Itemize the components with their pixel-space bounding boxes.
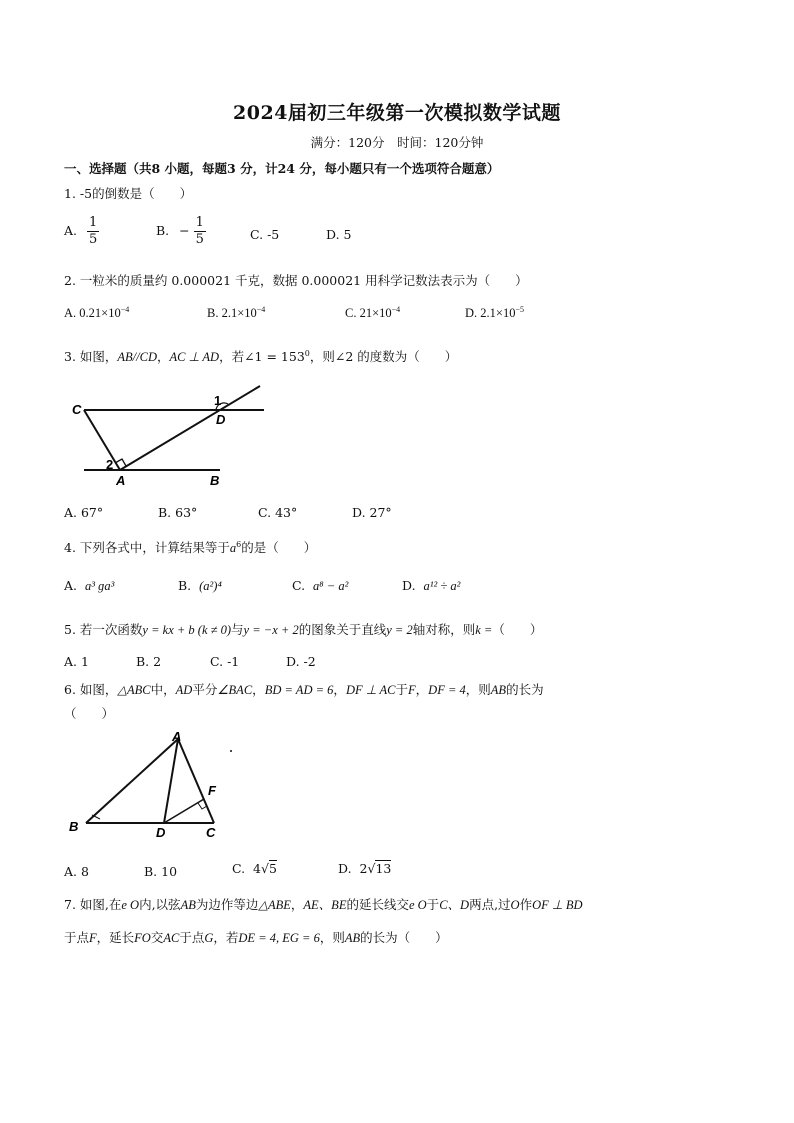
segment-ac: [178, 739, 214, 823]
math: DF = 4: [428, 683, 466, 697]
segment-ac: [84, 410, 120, 470]
math: F: [408, 683, 416, 697]
denominator: 5: [195, 232, 204, 247]
question-2-stem: 2. 一粒米的质量约 0.000021 千克，数据 0.000021 用科学记数法表示为（ ）: [64, 273, 528, 288]
label-d: D: [216, 412, 226, 427]
math: e O: [408, 898, 427, 912]
option-label: B.: [178, 578, 192, 593]
question-6-option-b: B. 10: [144, 864, 178, 879]
math: FO: [134, 931, 151, 945]
question-6-option-c: [232, 861, 277, 876]
sqrt-icon: √: [367, 861, 376, 876]
question-2-option-d: [465, 305, 524, 321]
text: 于点: [64, 930, 90, 945]
question-2-option-b: [207, 305, 265, 321]
exponent: −5: [515, 305, 524, 314]
question-4-option-d: [402, 578, 460, 594]
question-3-option-d: D. 27°: [352, 505, 392, 520]
option-label: A.: [64, 223, 78, 238]
exponent: −4: [256, 305, 266, 314]
text: 与: [231, 622, 244, 637]
math: △ABC: [117, 683, 151, 697]
question-2-option-c: [345, 305, 400, 321]
math: k =: [475, 623, 493, 637]
question-6-answer-paren: （ ）: [64, 706, 115, 721]
math: AE、BE: [303, 898, 347, 912]
math: DF ⊥ AC: [345, 683, 396, 697]
option-label: D.: [402, 578, 416, 593]
label-b: B: [210, 473, 220, 488]
math: ∠BAC: [217, 683, 253, 697]
numerator: 1: [195, 215, 204, 230]
question-2-option-a: [64, 305, 129, 321]
question-6-option-d: [338, 861, 391, 876]
text: 轴对称，则: [412, 622, 476, 637]
math: DE = 4, EG = 6: [238, 931, 320, 945]
section-heading: 一、选择题（共8 小题，每题3 分，计24 分，每小题只有一个选项符合题意）: [64, 161, 500, 176]
label-a: A: [172, 729, 182, 744]
math: F: [89, 931, 97, 945]
math: (a²)⁴: [199, 579, 222, 593]
text: 于: [395, 682, 409, 697]
math: C、D: [439, 898, 470, 912]
radicand: 5: [268, 861, 277, 876]
label-angle-2: 2: [106, 457, 114, 472]
math: AB//CD: [117, 350, 157, 364]
text: 的图象关于直线: [298, 622, 387, 637]
coefficient: 4: [253, 861, 261, 876]
label-f: F: [208, 783, 216, 798]
math: BD = AD = 6: [264, 683, 334, 697]
math: AB: [490, 683, 507, 697]
math: AB: [344, 931, 361, 945]
question-1-option-c: C. -5: [250, 227, 280, 242]
text: 的是（ ）: [241, 540, 317, 555]
text: 7. 如图,在: [64, 897, 122, 912]
question-1-option-b: [156, 215, 206, 248]
math: AC: [163, 931, 180, 945]
question-5-stem: [64, 620, 542, 638]
question-5-option-b: B. 2: [136, 654, 162, 669]
option-label: C.: [232, 861, 246, 876]
coefficient: 2: [359, 861, 368, 876]
question-5-option-a: A. 1: [64, 654, 89, 669]
numerator: 1: [89, 215, 98, 230]
question-4-option-a: [64, 578, 114, 594]
radicand: 13: [375, 861, 392, 876]
minus-sign: −: [179, 223, 190, 238]
exponent: −4: [120, 305, 130, 314]
sqrt-icon: √: [261, 861, 269, 876]
math: a¹² ÷ a²: [423, 579, 461, 593]
fraction: [87, 215, 99, 248]
text: ，则: [319, 930, 345, 945]
text: 3. 如图，: [64, 349, 118, 364]
text: ，: [415, 682, 429, 697]
option-label: A.: [64, 578, 78, 593]
question-4-option-b: [178, 578, 222, 594]
math: a³ ɡa³: [84, 579, 115, 593]
text: ，: [157, 349, 170, 364]
text: 的长为（ ）: [360, 930, 448, 945]
question-1-option-a: [64, 215, 99, 248]
text: 于: [426, 897, 440, 912]
option-label: B.: [156, 223, 170, 238]
option-text: B. 2.1×10: [207, 306, 257, 321]
math: y = −x + 2: [243, 623, 299, 637]
text: 内,以弦: [139, 897, 181, 912]
segment-ad: [164, 739, 178, 823]
text: 交: [150, 930, 164, 945]
option-text: C. 21×10: [345, 306, 392, 321]
label-d: D: [156, 825, 166, 840]
question-6-option-a: A. 8: [64, 864, 89, 879]
text: 两点,过: [469, 897, 511, 912]
exponent: −4: [391, 305, 401, 314]
label-a: A: [116, 473, 126, 488]
question-5-option-d: D. -2: [286, 654, 316, 669]
page-subtitle: 满分：120分 时间：120分钟: [310, 135, 484, 150]
question-7-line-2: [64, 928, 448, 946]
question-6-stem: [64, 680, 544, 698]
option-label: C.: [292, 578, 306, 593]
label-c: C: [206, 825, 216, 840]
math: AB: [180, 898, 196, 912]
question-1-option-d: D. 5: [326, 227, 352, 242]
label-angle-1: 1: [214, 393, 222, 408]
text: ，: [290, 897, 304, 912]
math: y = kx + b (k ≠ 0): [142, 623, 232, 637]
text: ，若∠1 = 153: [219, 349, 305, 364]
text: ，则∠2 的度数为（ ）: [309, 349, 458, 364]
text: 6. 如图，: [64, 682, 118, 697]
math: △ABE: [258, 898, 291, 912]
math: AC ⊥ AD: [169, 350, 220, 364]
text: ，延长: [96, 930, 135, 945]
question-5-option-c: C. -1: [210, 654, 240, 669]
superscript: 0: [304, 348, 310, 358]
stray-dot: [230, 750, 232, 752]
math: G: [204, 931, 214, 945]
question-3-option-a: A. 67°: [64, 505, 104, 520]
segment-df: [164, 799, 204, 823]
figure-triangle-abc: [66, 725, 246, 843]
question-4-stem: [64, 538, 316, 556]
text: ，: [333, 682, 346, 697]
question-1-stem: 1. -5的倒数是（ ）: [64, 186, 193, 201]
text: ，: [252, 682, 265, 697]
label-c: C: [72, 402, 82, 417]
text: 作: [519, 897, 533, 912]
math: a⁸ − a²: [313, 579, 349, 593]
text: ，若: [213, 930, 239, 945]
segment-ab: [86, 739, 178, 823]
fraction: [194, 215, 206, 248]
question-3-option-c: C. 43°: [258, 505, 298, 520]
math: O: [510, 898, 520, 912]
denominator: 5: [89, 232, 98, 247]
text: 的延长线交: [346, 897, 409, 912]
question-3-option-b: B. 63°: [158, 505, 198, 520]
text: （ ）: [492, 622, 543, 637]
page-title: 2024届初三年级第一次模拟数学试题: [233, 102, 561, 124]
option-text: A. 0.21×10: [64, 306, 121, 321]
option-label: D.: [338, 861, 352, 876]
text: 4. 下列各式中，计算结果等于: [64, 540, 230, 555]
figure-parallel-lines: [68, 380, 268, 490]
text: 的长为: [506, 682, 544, 697]
math: e O: [121, 898, 140, 912]
line-ad-extended: [120, 386, 260, 470]
text: 为边作等边: [195, 897, 259, 912]
question-4-option-c: [292, 578, 348, 594]
math: y = 2: [386, 623, 413, 637]
text: 中，: [150, 682, 176, 697]
math: OF ⊥ BD: [532, 898, 583, 912]
question-3-stem: [64, 347, 457, 365]
text: 平分: [192, 682, 218, 697]
label-b: B: [69, 819, 79, 834]
superscript: 6: [236, 539, 242, 549]
math: AD: [175, 683, 193, 697]
text: 于点: [179, 930, 205, 945]
option-text: D. 2.1×10: [465, 306, 516, 321]
text: ，则: [465, 682, 491, 697]
question-7-line-1: [64, 895, 583, 913]
math: a: [229, 541, 237, 555]
text: 5. 若一次函数: [64, 622, 143, 637]
